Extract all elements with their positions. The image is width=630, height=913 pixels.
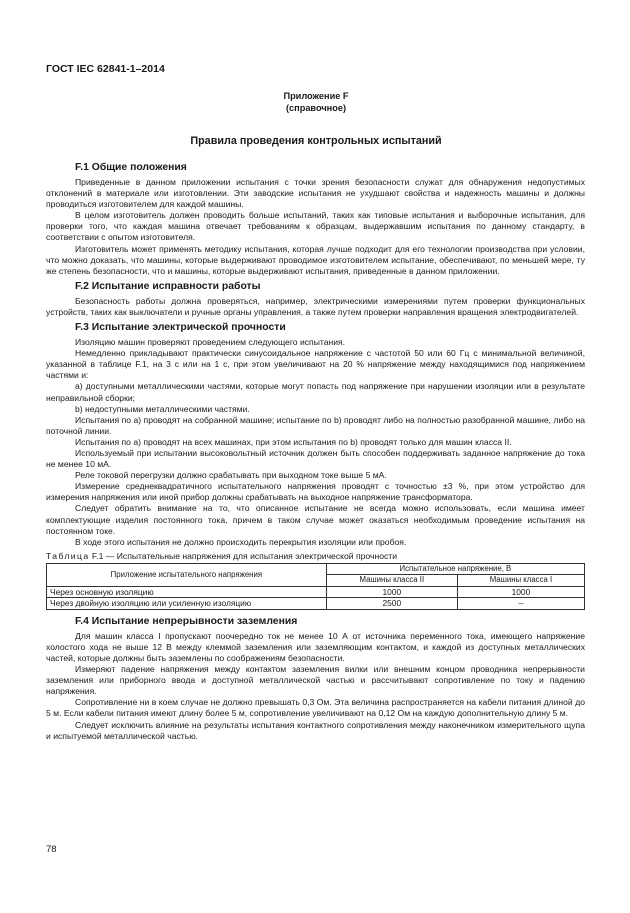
standard-header: ГОСТ IEC 62841-1–2014 [46,63,165,75]
paragraph: Безопасность работы должна проверяться, например, электрическими измерениями путем проверки функциональных устройств, таких как выключатели и ручные органы управления, а также путем проверки направления вращения электродвигателей. [46,295,585,317]
paragraph: a) доступными металлическими частями, которые могут попасть под напряжение при нарушении изоляции или в результате неправильной сборки; [46,381,585,403]
paragraph: Сопротивление ни в коем случае не должно превышать 0,3 Ом. Эта величина распространяется на кабели питания длиной до 5 м. Если кабели питания имеют длину более 5 м, сопротивление увеличивают на 0,12 Ом на каждую дополнительную длину 5 м. [46,697,585,719]
table-header-class2: Машины класса II [326,575,457,587]
table-row [47,586,585,598]
paragraph: Используемый при испытании высоковольтный источник должен быть способен поддерживать заданное напряжение до тока не менее 10 мА. [46,447,585,470]
section-f4 [46,615,585,742]
paragraph: Следует обратить внимание на то, что описанное испытание не всегда можно использовать, если машина имеет комплектующие изделия постоянного тока, причем в таком случае может оказаться необходимым проведение испытания на постоянном токе. [46,503,585,536]
paragraph: Измеряют падение напряжения между контактом заземления вилки или внешним концом проводника непрерывности заземления или приборного ввода и доступной металлической частью и рассчитывают сопротивление по току и падению напряжения. [46,664,585,697]
paragraph: В целом изготовитель должен проводить больше испытаний, таких как типовые испытания и выборочные испытания, для проверки того, что каждая машина отвечает требованиям к образцам, выдержавшим испытания по данному стандарту, в соответствии с опытом изготовителя. [46,210,585,243]
table-cell-label: Через двойную изоляцию или усиленную изоляцию [47,598,327,610]
table-caption-prefix: Таблица [46,550,90,561]
main-title: Правила проведения контрольных испытаний [190,135,442,147]
section-f2 [46,280,585,318]
section-heading: F.3 Испытание электрической прочности [75,322,286,334]
table-cell-class2: 2500 [326,598,457,610]
section-heading: F.1 Общие положения [75,162,187,173]
section-heading: F.4 Испытание непрерывности заземления [75,615,298,627]
paragraph: Реле токовой перегрузки должно срабатывать при выходном токе выше 5 мА. [75,470,387,481]
table-cell-label: Через основную изоляцию [47,586,327,598]
table-header-class1: Машины класса I [457,575,584,587]
document-body [46,158,585,744]
appendix-subtitle: (справочное) [285,103,346,113]
table-header-application: Приложение испытательного напряжения [47,563,327,586]
paragraph: Испытания по a) проводят на собранной машине; испытание по b) проводят либо на полностью разобранной машине, либо на поточной линии. [46,414,585,436]
test-voltage-table [46,563,585,610]
section-f3 [46,321,585,548]
paragraph: Для машин класса I пропускают поочередно ток не менее 10 А от источника переменного тока, имеющего напряжение холостого хода не выше 12 В между клеммой заземления или заземляющим контактом, и каждой из доступных металлических частей, которые должны быть заземлены по соображениям безопасности. [46,630,585,663]
paragraph: Изоляцию машин проверяют проведением следующего испытания. [75,337,346,348]
table-cell-class2: 1000 [326,586,457,598]
paragraph: В ходе этого испытания не должно происходить перекрытия изоляции или пробоя. [75,536,407,547]
paragraph: Измерение среднеквадратичного испытательного напряжения проводят с точностью ±3 %, при этом устройство для измерения напряжения или иной прибор должны срабатывать на выходное напряжение трансформатора. [46,481,585,503]
paragraph: Немедленно прикладывают практически синусоидальное напряжение с частотой 50 или 60 Гц с минимальной величиной, указанной в таблице F.1, на 3 с или на 1 с, при этом увеличивают на 20 % напряжение между находящимися под напряжением частями и: [46,348,585,381]
table-row [47,598,585,610]
paragraph: Испытания по a) проводят на всех машинах, при этом испытания по b) проводят только для машин класса II. [75,436,512,447]
paragraph: Следует исключить влияние на результаты испытания контактного сопротивления между наконечником измерительного щупа и испытуемой металлической частью. [46,719,585,741]
section-f1 [46,161,585,277]
table-header-voltage: Испытательное напряжение, В [326,563,584,575]
paragraph: Изготовитель может применять методику испытания, которая лучше подходит для его технологии производства при условии, что можно доказать, что машины, которые выдерживают проводимое изготовителем испытание, обеспечивают, по меньшей мере, ту же степень безопасности, что и машины, которые выдерживают испытания, приведенные в данном приложении. [46,243,585,276]
appendix-title: Приложение F [283,91,349,101]
table-caption [46,551,585,562]
section-heading: F.2 Испытание исправности работы [75,280,261,292]
paragraph: b) недоступными металлическими частями. [75,403,250,414]
page-number: 78 [46,844,57,855]
table-caption-text: F.1 — Испытательные напряжения для испытания электрической прочности [91,550,398,561]
table-cell-class1: – [457,598,584,610]
appendix-heading [46,90,586,114]
paragraph: Приведенные в данном приложении испытания с точки зрения безопасности служат для обнаружения недопустимых отклонений в материале или изготовлении. Эти заводские испытания не ухудшают свойства и надежность машины и должны проводиться изготовителем для каждой машины. [46,177,585,210]
table-cell-class1: 1000 [457,586,584,598]
